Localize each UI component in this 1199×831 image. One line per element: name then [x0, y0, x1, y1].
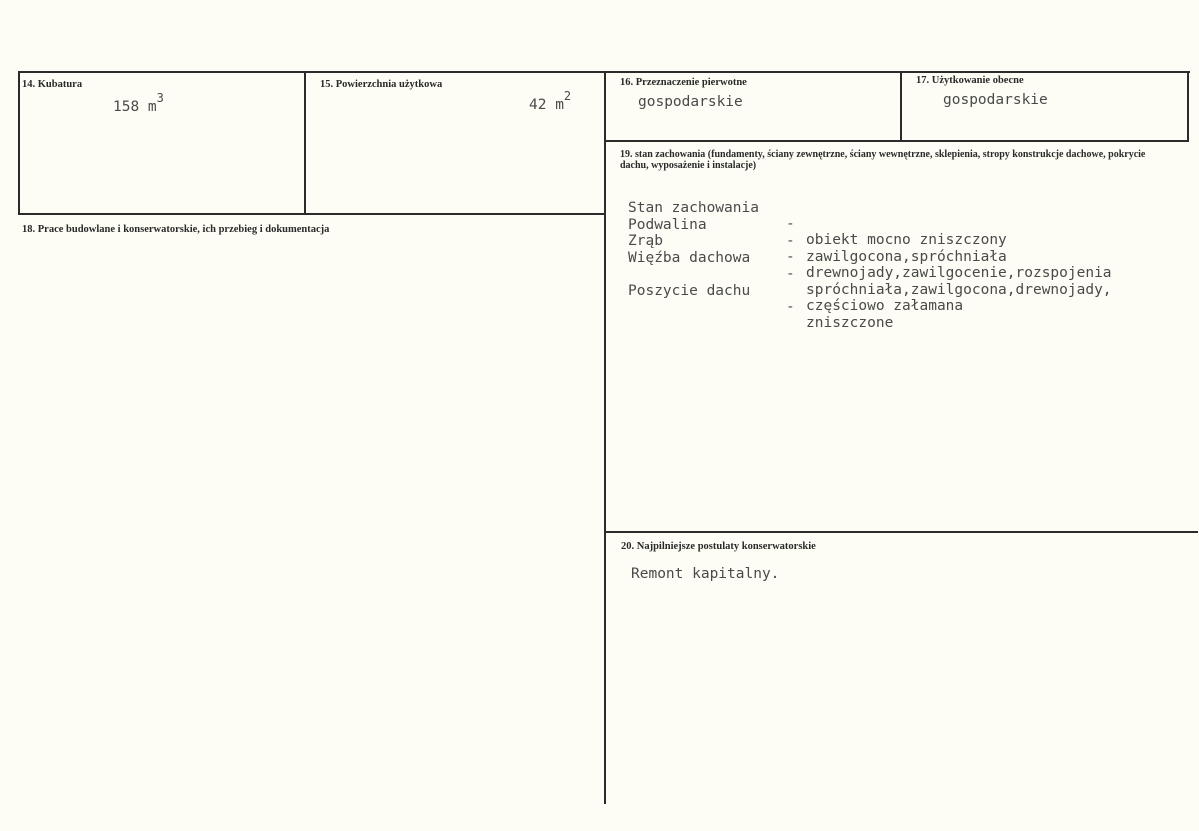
field-14-exponent: 3 — [156, 91, 164, 105]
rule-under-16-17 — [605, 140, 1189, 142]
field-14-label: 14. Kubatura — [22, 79, 83, 90]
condition-dash: - — [786, 266, 795, 282]
condition-label: Więźba dachowa — [628, 250, 751, 266]
condition-label: Zrąb — [628, 233, 663, 249]
rule-19-20 — [606, 531, 1198, 533]
condition-value: obiekt mocno zniszczony — [806, 232, 1007, 248]
field-14-value — [113, 91, 164, 115]
field-20-value: Remont kapitalny. — [631, 566, 780, 582]
right-border — [1187, 72, 1189, 140]
divider-14-15 — [304, 72, 306, 213]
condition-label: Poszycie dachu — [628, 283, 751, 299]
condition-value: zniszczone — [806, 315, 894, 331]
field-17-label: 17. Użytkowanie obecne — [916, 75, 1024, 86]
condition-value: zawilgocona,spróchniała — [806, 249, 1007, 265]
condition-value: częściowo załamana — [806, 298, 964, 314]
condition-label: Stan zachowania — [628, 200, 759, 216]
condition-dash: - — [786, 299, 795, 315]
field-15-value — [529, 89, 572, 113]
condition-dash: - — [786, 249, 795, 265]
field-15-label: 15. Powierzchnia użytkowa — [320, 79, 443, 90]
field-19-label: 19. stan zachowania (fundamenty, ściany zewnętrzne, ściany wewnętrzne, sklepienia, stropy konstrukcje dachowe, pokrycie dachu, wyposażenie i instalacje) — [620, 149, 1146, 171]
condition-dash: - — [786, 233, 795, 249]
field-16-label: 16. Przeznaczenie pierwotne — [620, 77, 747, 88]
rule-under-14-15 — [18, 213, 606, 215]
field-15-exponent: 2 — [563, 89, 572, 103]
field-16-value: gospodarskie — [638, 94, 743, 110]
divider-16-17 — [900, 72, 902, 140]
condition-value: spróchniała,zawilgocona,drewnojady, — [806, 282, 1112, 298]
condition-label: Podwalina — [628, 217, 707, 233]
left-border — [18, 72, 20, 214]
field-18-label: 18. Prace budowlane i konserwatorskie, ich przebieg i dokumentacja — [22, 224, 330, 235]
field-15-number: 42 m — [529, 97, 564, 113]
field-17-value: gospodarskie — [943, 92, 1048, 108]
divider-left-right — [604, 72, 606, 804]
field-20-label: 20. Najpilniejsze postulaty konserwatorskie — [621, 541, 816, 552]
condition-dash: - — [786, 216, 795, 232]
condition-value: drewnojady,zawilgocenie,rozspojenia — [806, 265, 1112, 281]
field-14-number: 158 m — [113, 99, 157, 115]
